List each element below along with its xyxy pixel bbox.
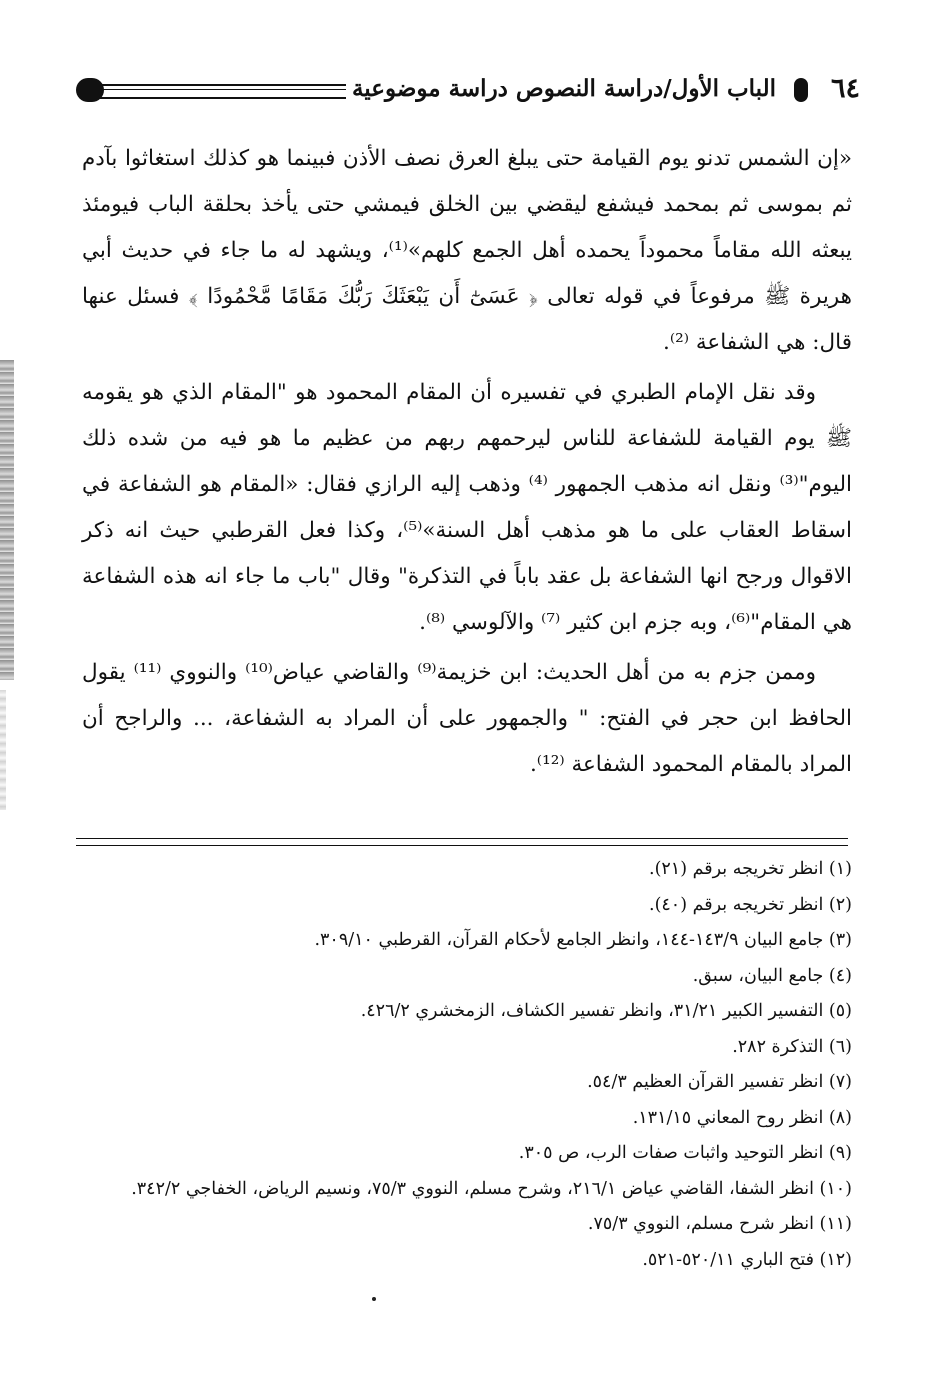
footnote-6: (٦) التذكرة ٢٨٢.: [732, 1036, 852, 1057]
chapter-title: الباب الأول/دراسة النصوص دراسة موضوعية: [346, 72, 782, 106]
paragraph-1: «إن الشمس تدنو يوم القيامة حتى يبلغ العرق نصف الأذن فبينما هو كذلك استغاثوا بآدم ثم بموسى ثم بمحمد فيشفع ليقضي بين الخلق فيمشي حتى يأخذ بحلقة الباب فيومئذ يبعثه الله مقاماً محموداً يحمده أهل الجمع كلهم»⁽¹⁾، ويشهد له ما جاء في حديث أبي هريرة ﷺ مرفوعاً في قوله تعالى ﴿ عَسَىٰٓ أَن يَبْعَثَكَ رَبُّكَ مَقَامًا مَّحْمُودًا ﴾ فسئل عنها قال: هي الشفاعة ⁽²⁾.: [82, 146, 852, 355]
footnote-3: (٣) جامع البيان ١٤٣/٩-١٤٤، وانظر الجامع لأحكام القرآن، القرطبي ٣٠٩/١٠.: [314, 930, 852, 950]
footnote-7: (٧) انظر تفسير القرآن العظيم ٥٤/٣.: [587, 1072, 852, 1092]
main-text: [82, 136, 852, 788]
page-number: ٦٤: [830, 73, 860, 104]
paragraph-2: وقد نقل الإمام الطبري في تفسيره أن المقام المحمود هو "المقام الذي هو يقومه ﷺ يوم القيامة للشفاعة للناس ليرحمهم ربهم من عظيم ما هو فيه من شده ذلك اليوم"⁽³⁾ ونقل انه مذهب الجمهور ⁽⁴⁾ وذهب إليه الرازي فقال: «المقام هو الشفاعة في اسقاط العقاب على ما هو مذهب أهل السنة»⁽⁵⁾، وكذا فعل القرطبي حيث انه ذكر الاقوال ورجح انها الشفاعة بل عقد باباً في التذكرة" وقال "باب ما جاء انه هذه الشفاعة هي المقام"⁽⁶⁾، وبه جزم ابن كثير ⁽⁷⁾ والآلوسي ⁽⁸⁾.: [82, 380, 852, 635]
footnote-separator: [76, 838, 848, 846]
footnote-5: (٥) التفسير الكبير ٣١/٢١، وانظر تفسير الكشاف، الزمخشري ٤٢٦/٢.: [360, 1001, 852, 1021]
scan-edge-artifact-lower: [0, 690, 6, 810]
footnote-11: (١١) انظر شرح مسلم، النووي ٧٥/٣.: [587, 1214, 852, 1234]
footnote-12: (١٢) فتح الباري ٥٢٠/١١-٥٢١.: [642, 1249, 852, 1270]
footnote-9: (٩) انظر التوحيد واثبات صفات الرب، ص ٣٠٥.: [518, 1143, 852, 1163]
paragraph-3: وممن جزم به من أهل الحديث: ابن خزيمة⁽⁹⁾ والقاضي عياض⁽¹⁰⁾ والنووي ⁽¹¹⁾ يقول الحافظ ابن حجر في الفتح: " والجمهور على أن المراد به الشفاعة، ... والراجح أن المراد بالمقام المحمود الشفاعة ⁽¹²⁾.: [82, 660, 852, 777]
footnote-10: (١٠) انظر الشفا، القاضي عياض ٢١٦/١، وشرح مسلم، النووي ٧٥/٣، ونسيم الرياض، الخفاجي ٣٤٢/٢.: [131, 1178, 852, 1199]
running-header: [70, 70, 860, 110]
footnote-4: (٤) جامع البيان، سبق.: [692, 965, 852, 986]
footnote-1: (١) انظر تخريجه برقم (٢١).: [649, 859, 852, 879]
footnotes-list: [82, 852, 852, 1278]
footnote-2: (٢) انظر تخريجه برقم (٤٠).: [649, 894, 852, 915]
header-ornament-left: [76, 78, 104, 102]
stray-dot-mark: [372, 1297, 376, 1301]
header-ornament-right: [794, 78, 808, 102]
scan-edge-artifact: [0, 360, 14, 680]
footnote-8: (٨) انظر روح المعاني ١٣١/١٥.: [632, 1107, 852, 1128]
